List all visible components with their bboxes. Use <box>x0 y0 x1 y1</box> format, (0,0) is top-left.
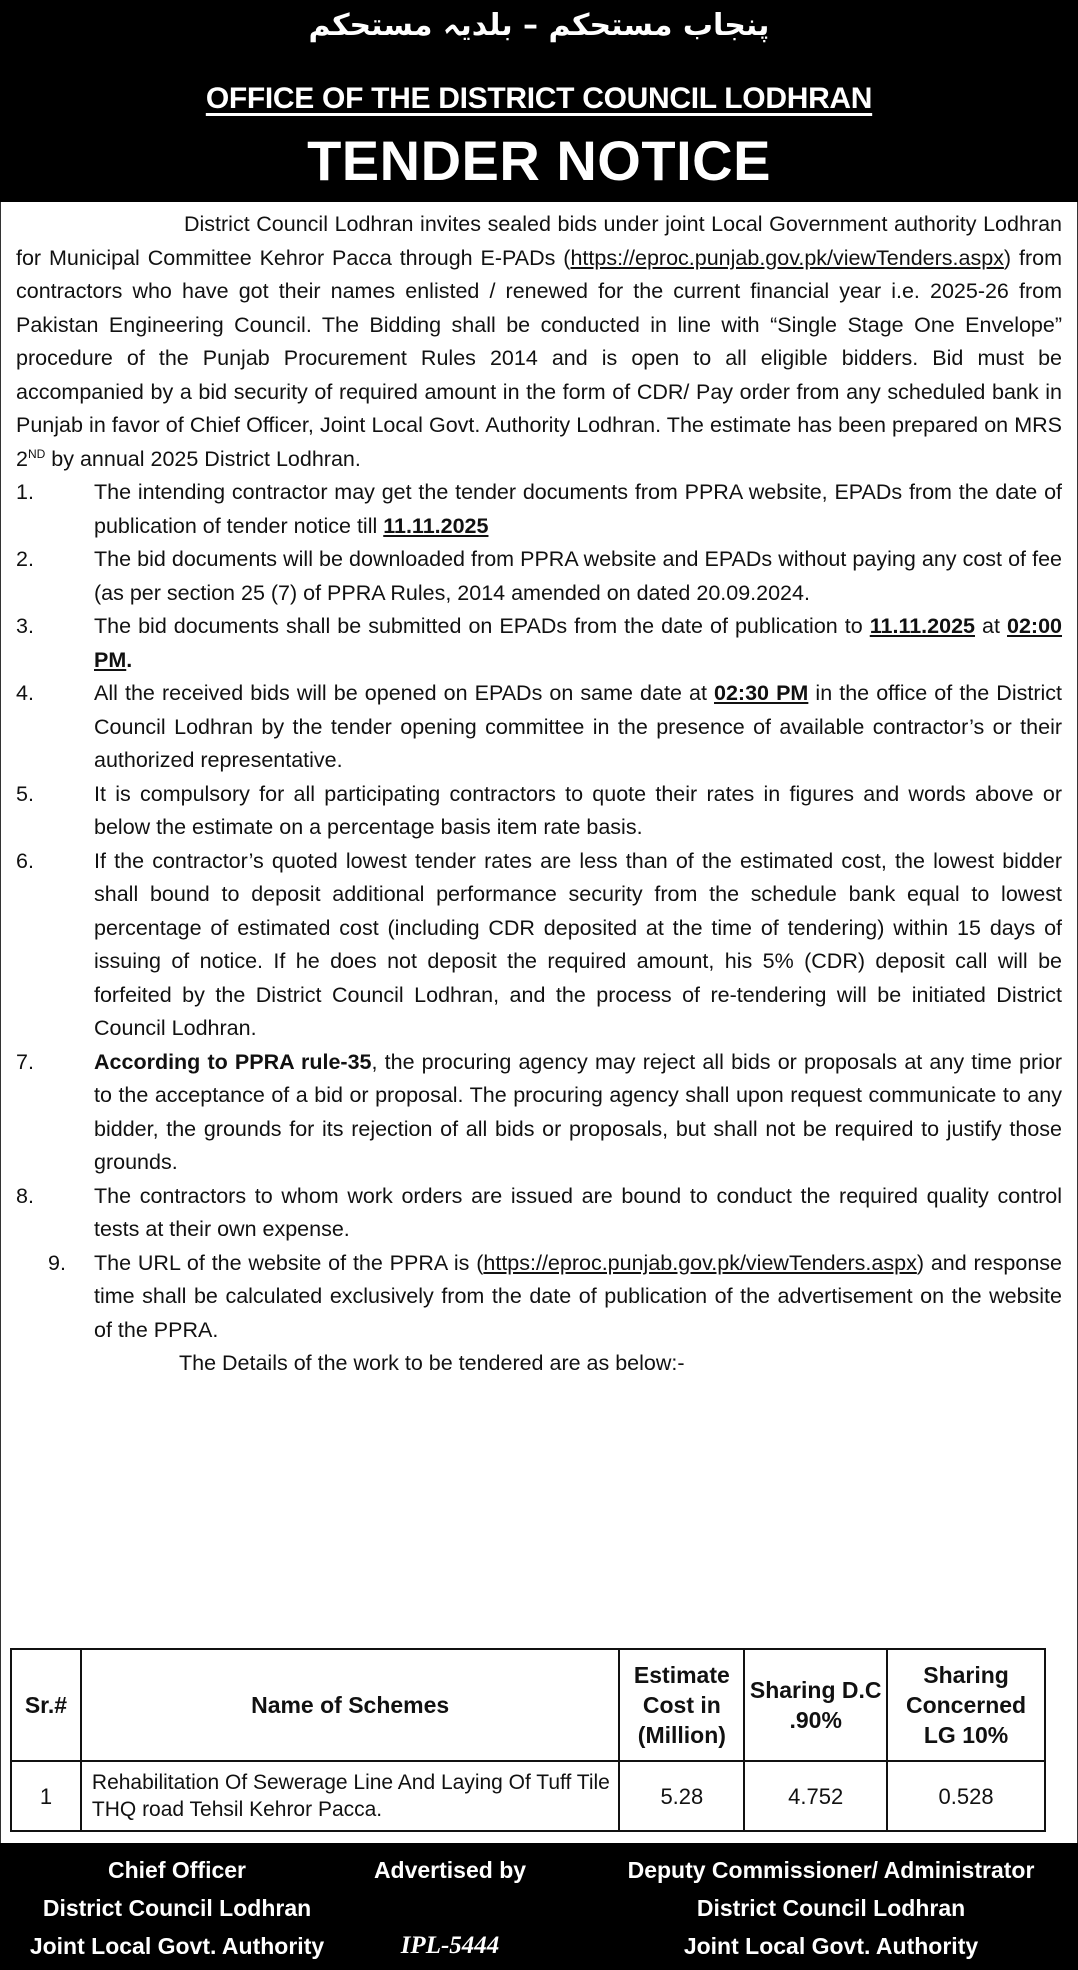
table-row <box>11 1761 1045 1831</box>
col-scheme-name: Name of Schemes <box>81 1649 620 1761</box>
schemes-table <box>10 1648 1046 1832</box>
cell-scheme-name: Rehabilitation Of Sewerage Line And Laying Of Tuff Tile THQ road Tehsil Kehror Pacca. <box>81 1761 620 1831</box>
chief-officer-signature: Chief Officer District Council Lodhran Joint Local Govt. Authority <box>29 1857 325 1959</box>
condition-item-9: 9. The URL of the website of the PPRA is (https://eproc.punjab.gov.pk/viewTenders.aspx) and response time shall be calculated exclusively from the date of publication of the advertisement on the website of the PPRA. <box>48 1250 1062 1342</box>
cell-sr: 1 <box>11 1761 81 1831</box>
eproc-link[interactable]: https://eproc.punjab.gov.pk/viewTenders.aspx <box>570 245 1004 270</box>
ipl-code: IPL-5444 <box>400 1932 500 1959</box>
deadline-date: 11.11.2025 <box>383 513 489 538</box>
intro-paragraph: District Council Lodhran invites sealed bids under joint Local Government authority Lodhran for Municipal Committee Kehror Pacca through E-PADs (https://eproc.punjab.gov.pk/viewTenders.aspx) from contractors who have got their names enlisted / renewed for the current financial year i.e. 2025-26 from Pakistan Engineering Council. The Bidding shall be conducted in line with “Single Stage One Envelope” procedure of the Punjab Procurement Rules 2014 and is open to all eligible bidders. Bid must be accompanied by a bid security of required amount in the form of CDR/ Pay order from any scheduled bank in Punjab in favor of Chief Officer, Joint Local Govt. Authority Lodhran. The estimate has been prepared on MRS 2ND by annual 2025 District Lodhran. <box>16 212 1062 471</box>
submission-date: 11.11.2025 <box>869 614 975 638</box>
condition-item-2: 2. The bid documents will be downloaded from PPRA website and EPADs without paying any cost of fee (as per section 25 (7) of PPRA Rules, 2014 amended on dated 20.09.2024. <box>16 547 1062 605</box>
condition-item-3: 3. The bid documents shall be submitted on EPADs from the date of publication to 11.11.2025 at 02:00 PM. <box>16 614 1062 672</box>
conditions-list <box>16 476 1062 1347</box>
condition-item-4: 4. All the received bids will be opened on EPADs on same date at 02:30 PM in the office of the District Council Lodhran by the tender opening committee in the presence of available contractor’s or their authorized representative. <box>16 681 1062 772</box>
cell-dc-share: 4.752 <box>744 1761 887 1831</box>
col-dc-share: Sharing D.C .90% <box>744 1649 887 1761</box>
cell-lg-share: 0.528 <box>887 1761 1045 1831</box>
notice-body <box>16 208 1062 1381</box>
deputy-commissioner-signature: Deputy Commissioner/ Administrator District Council Lodhran Joint Local Govt. Authority <box>627 1857 1035 1959</box>
notice-title: TENDER NOTICE <box>307 129 771 192</box>
condition-item-6: 6. If the contractor’s quoted lowest tender rates are less than of the estimated cost, the lowest bidder shall bound to deposit additional performance security from the schedule bank equal to lowest percentage of estimated cost (including CDR deposited at the time of tendering) within 15 days of issuing of notice. If he does not deposit the required amount, his 5% (CDR) deposit call will be forfeited by the District Council Lodhran, and the process of re-tendering will be initiated District Council Lodhran. <box>16 848 1062 1040</box>
details-heading: The Details of the work to be tendered are as below:- <box>179 1351 685 1375</box>
notice-footer <box>0 1843 1078 1970</box>
urdu-slogan: پنجاب مستحکم – بلدیہ مستحکم <box>308 8 770 43</box>
table-header-row <box>11 1649 1045 1761</box>
col-lg-share: Sharing Concerned LG 10% <box>887 1649 1045 1761</box>
opening-time: 02:30 PM <box>714 681 809 705</box>
ppra-link[interactable]: https://eproc.punjab.gov.pk/viewTenders.aspx <box>483 1250 917 1275</box>
advertised-by: Advertised by IPL-5444 <box>350 1851 550 1965</box>
notice-header <box>0 0 1078 202</box>
condition-item-7: 7. According to PPRA rule-35, the procuring agency may reject all bids or proposals at any time prior to the acceptance of a bid or proposal. The procuring agency shall upon request communicate to any bidder, the grounds for its rejection of all bids or proposals, but shall not be required to justify those grounds. <box>16 1049 1063 1174</box>
cell-estimate-cost: 5.28 <box>619 1761 744 1831</box>
condition-item-8: 8. The contractors to whom work orders are issued are bound to conduct the required quality control tests at their own expense. <box>16 1183 1062 1241</box>
col-sr: Sr.# <box>11 1649 81 1761</box>
office-title: OFFICE OF THE DISTRICT COUNCIL LODHRAN <box>205 82 873 115</box>
condition-item-1: 1. The intending contractor may get the tender documents from PPRA website, EPADs from the date of publication of tender notice till 11.11.2025 <box>16 480 1062 538</box>
submission-time: 02:00 PM <box>94 614 1062 672</box>
condition-item-5: 5. It is compulsory for all participating contractors to quote their rates in figures and words above or below the estimate on a percentage basis item rate basis. <box>16 781 1062 839</box>
col-estimate-cost: Estimate Cost in (Million) <box>619 1649 744 1761</box>
